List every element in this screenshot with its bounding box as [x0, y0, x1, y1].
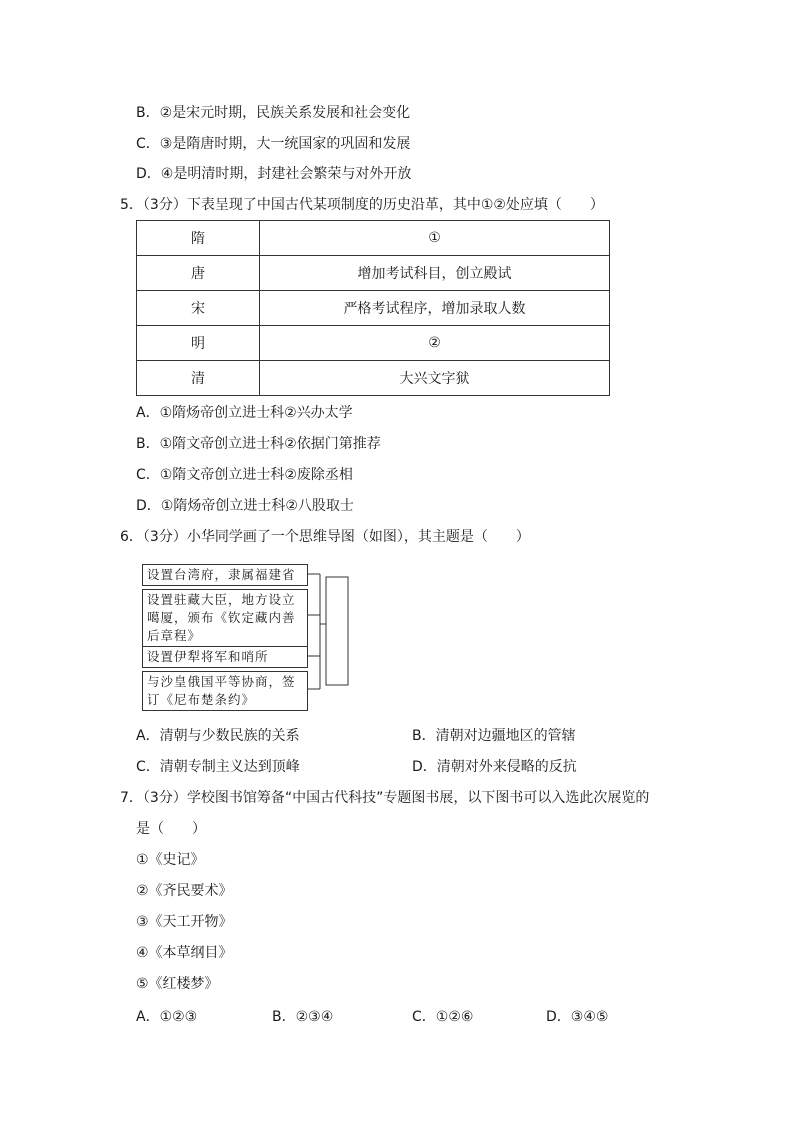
- mind-map-node: 设置驻藏大臣，地方设立噶厦，颁布《钦定藏内善后章程》: [142, 589, 308, 647]
- q6-option-c: C．清朝专制主义达到顶峰: [136, 759, 300, 775]
- q7-stem: 7．（3分）学校图书馆筹备“中国古代科技”专题图书展，以下图书可以入选此次展览的: [120, 790, 650, 806]
- q7-option-b: B．②③④: [272, 1009, 334, 1025]
- table-cell-dynasty: 清: [137, 361, 260, 396]
- q7-book: ⑤《红楼梦》: [136, 976, 219, 992]
- q7-option-a: A．①②③: [136, 1009, 198, 1025]
- q5-option-a: A．①隋炀帝创立进士科②兴办太学: [136, 405, 353, 421]
- q6-stem: 6．（3分）小华同学画了一个思维导图（如图），其主题是（ ）: [120, 529, 530, 545]
- mind-map-node: 设置台湾府，隶属福建省: [142, 564, 308, 586]
- table-cell-dynasty: 宋: [137, 291, 260, 326]
- q7-book: ②《齐民要术》: [136, 883, 233, 899]
- table-row: [137, 291, 610, 326]
- table-cell-content: 增加考试科目，创立殿试: [260, 256, 610, 291]
- table-cell-dynasty: 唐: [137, 256, 260, 291]
- mind-map: [142, 562, 352, 712]
- q7-option-d: D．③④⑤: [546, 1009, 609, 1025]
- q7-stem-cont: 是（ ）: [136, 821, 206, 837]
- q7-book: ①《史记》: [136, 852, 205, 868]
- table-row: [137, 326, 610, 361]
- q7-option-c: C．①②⑥: [412, 1009, 474, 1025]
- q4-option-d: D．④是明清时期，封建社会繁荣与对外开放: [136, 166, 412, 182]
- q7-book: ④《本草纲目》: [136, 945, 233, 961]
- q4-option-b: B．②是宋元时期，民族关系发展和社会变化: [136, 105, 411, 121]
- table-cell-content: 大兴文字狱: [260, 361, 610, 396]
- q7-book: ③《天工开物》: [136, 914, 233, 930]
- q5-history-table: [136, 220, 610, 396]
- q5-stem: 5．（3分）下表呈现了中国古代某项制度的历史沿革，其中①②处应填（ ）: [120, 197, 604, 213]
- table-row: [137, 361, 610, 396]
- q4-option-c: C．③是隋唐时期，大一统国家的巩固和发展: [136, 136, 411, 152]
- q6-option-b: B．清朝对边疆地区的管辖: [412, 728, 576, 744]
- table-cell-dynasty: 隋: [137, 221, 260, 256]
- q5-option-b: B．①隋文帝创立进士科②依据门第推荐: [136, 436, 381, 452]
- q5-option-c: C．①隋文帝创立进士科②废除丞相: [136, 467, 353, 483]
- mind-map-node: 设置伊犁将军和哨所: [142, 646, 308, 668]
- table-cell-content: ①: [260, 221, 610, 256]
- q5-option-d: D．①隋炀帝创立进士科②八股取士: [136, 498, 354, 514]
- table-row: [137, 256, 610, 291]
- mind-map-node: 与沙皇俄国平等协商，签订《尼布楚条约》: [142, 671, 308, 711]
- table-cell-dynasty: 明: [137, 326, 260, 361]
- q6-option-d: D．清朝对外来侵略的反抗: [412, 759, 577, 775]
- table-cell-content: 严格考试程序，增加录取人数: [260, 291, 610, 326]
- q6-option-a: A．清朝与少数民族的关系: [136, 728, 300, 744]
- table-row: [137, 221, 610, 256]
- table-cell-content: ②: [260, 326, 610, 361]
